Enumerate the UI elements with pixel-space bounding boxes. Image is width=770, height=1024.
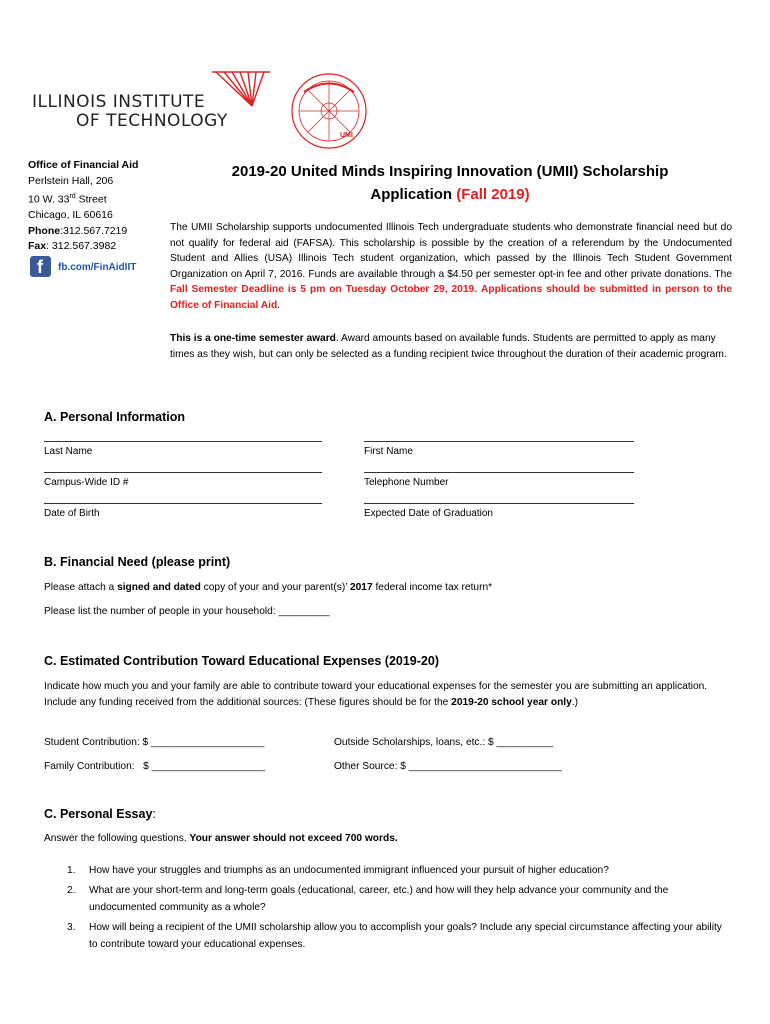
student-contribution-field[interactable]: Student Contribution: $ ____________________ — [44, 737, 265, 748]
campus-id-field[interactable] — [44, 472, 322, 473]
address-line2: 10 W. 33rd Street — [28, 193, 107, 206]
address-line1: Perlstein Hall, 206 — [28, 174, 114, 187]
essay-question-3: 3. How will being a recipient of the UMII scholarship allow you to accomplish your goals? Include any special circumstance affecting your ability to contribute toward your educational expenses. — [67, 921, 722, 950]
essay-instructions: Answer the following questions. Your answer should not exceed 700 words. — [44, 833, 398, 844]
essay-heading: C. Personal Essay: — [44, 807, 156, 821]
telephone-field[interactable] — [364, 472, 634, 473]
graduation-date-label: Expected Date of Graduation — [364, 508, 493, 519]
outside-scholarships-field[interactable]: Outside Scholarships, loans, etc.: $ __________ — [334, 737, 554, 748]
award-paragraph: This is a one-time semester award. Award amounts based on available funds. Students are permitted to apply as many times as they wish, but can only be selected as a funding recipient twice throughout the duration of their academic program. — [170, 333, 727, 360]
other-source-field[interactable]: Other Source: $ ___________________________ — [334, 761, 562, 772]
contribution-instructions: Indicate how much you and your family are able to contribute toward your educational expenses for the semester you are submitting an application. Include any funding received from the additional sources: (These figures should be for the 2019-20 school year only.) — [44, 681, 708, 708]
seal-label: UMI — [340, 132, 353, 139]
essay-questions — [44, 862, 724, 954]
last-name-label: Last Name — [44, 446, 93, 457]
dob-field[interactable] — [44, 503, 322, 504]
fax: Fax: 312.567.3982 — [28, 240, 117, 252]
umi-seal-icon — [284, 70, 374, 152]
graduation-date-field[interactable] — [364, 503, 634, 504]
dob-label: Date of Birth — [44, 508, 100, 519]
tax-return-instruction: Please attach a signed and dated copy of your and your parent(s)’ 2017 federal income tax return* — [44, 582, 493, 593]
page-title: 2019-20 United Minds Inspiring Innovation (UMII) Scholarship Application (Fall 2019) — [231, 163, 669, 203]
section-a-heading: A. Personal Information — [44, 410, 185, 424]
office-contact — [28, 158, 168, 255]
logo-line2: OF TECHNOLOGY — [76, 111, 228, 131]
phone: Phone:312.567.7219 — [28, 224, 128, 237]
facebook-link[interactable]: fb.com/FinAidIIT — [58, 262, 137, 273]
iit-logo — [30, 70, 280, 132]
umi-seal — [284, 70, 374, 152]
intro-paragraph: The UMII Scholarship supports undocumented Illinois Tech undergraduate students who demonstrate financial need but do not qualify for federal aid (FAFSA). This scholarship is possible by the creation of a referendum by the Undocumented Student and Allies (USA) Illinois Tech student organization, which passed by the Illinois Tech Student Government Organization on April 7, 2016. Funds are available through a $4.50 per semester opt-in fee and other private donations. The Fall Semester Deadline is 5 pm on Tuesday October 29, 2019. Applications should be submitted in person to the Office of Financial Aid. — [170, 222, 732, 311]
essay-question-1: 1. How have your struggles and triumphs as an undocumented immigrant influenced your pursuit of higher education? — [67, 865, 609, 876]
office-name: Office of Financial Aid — [28, 159, 139, 171]
logo-line1: ILLINOIS INSTITUTE — [32, 92, 206, 112]
section-b-heading: B. Financial Need (please print) — [44, 555, 231, 569]
first-name-label: First Name — [364, 446, 413, 457]
last-name-field[interactable] — [44, 441, 322, 442]
household-field[interactable]: Please list the number of people in your household: _________ — [44, 606, 330, 617]
iit-logo-mark — [208, 70, 283, 110]
essay-question-2: 2. What are your short-term and long-term goals (educational, career, etc.) and how will they help advance your community and the undocumented community as a whole? — [67, 884, 669, 913]
section-c-heading: C. Estimated Contribution Toward Educational Expenses (2019-20) — [44, 654, 439, 668]
campus-id-label: Campus-Wide ID # — [44, 477, 129, 488]
family-contribution-field[interactable]: Family Contribution: $ ____________________ — [44, 761, 265, 772]
first-name-field[interactable] — [364, 441, 634, 442]
facebook-icon: f — [30, 256, 51, 277]
telephone-label: Telephone Number — [364, 477, 449, 488]
address-line3: Chicago, IL 60616 — [28, 209, 113, 221]
